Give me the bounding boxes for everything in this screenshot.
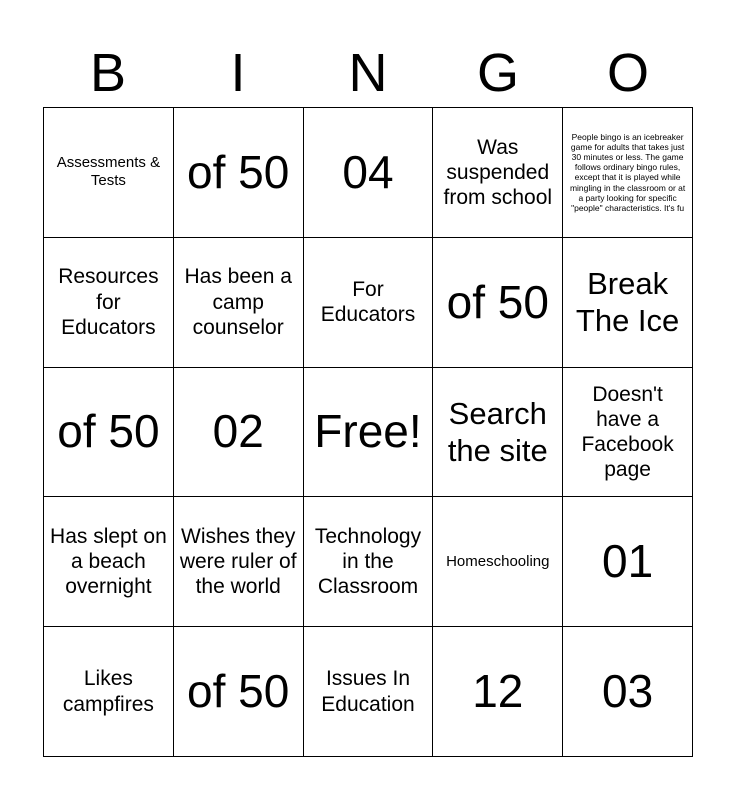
bingo-cell[interactable]: Has slept on a beach overnight [44, 497, 174, 627]
bingo-cell[interactable]: 12 [433, 627, 563, 757]
bingo-cell[interactable]: 02 [174, 368, 304, 498]
bingo-cell[interactable]: Search the site [433, 368, 563, 498]
bingo-cell[interactable]: Break The Ice [563, 238, 693, 368]
bingo-cell[interactable]: Likes campfires [44, 627, 174, 757]
header-letter-g: G [476, 43, 519, 103]
bingo-cell[interactable]: Technology in the Classroom [304, 497, 434, 627]
free-space-cell[interactable]: Free! [304, 368, 434, 498]
header-letter-i: I [230, 43, 246, 103]
bingo-cell[interactable]: Assessments & Tests [44, 108, 174, 238]
bingo-cell[interactable]: 03 [563, 627, 693, 757]
header-letter-b: B [89, 43, 127, 103]
bingo-cell[interactable]: Doesn't have a Facebook page [563, 368, 693, 498]
bingo-cell[interactable]: of 50 [174, 627, 304, 757]
bingo-cell[interactable]: People bingo is an icebreaker game for adults that takes just 30 minutes or less. The game follows ordinary bingo rules, except that it is played while mingling in the classroom or at a party looking for specific "people" characteristics. It's fu [563, 108, 693, 238]
bingo-cell[interactable]: of 50 [174, 108, 304, 238]
bingo-cell[interactable]: Resources for Educators [44, 238, 174, 368]
bingo-cell[interactable]: For Educators [304, 238, 434, 368]
bingo-cell[interactable]: of 50 [44, 368, 174, 498]
header-letter-o: O [606, 43, 649, 103]
bingo-cell[interactable]: 04 [304, 108, 434, 238]
bingo-cell[interactable]: Wishes they were ruler of the world [174, 497, 304, 627]
bingo-cell[interactable]: Was suspended from school [433, 108, 563, 238]
bingo-cell[interactable]: of 50 [433, 238, 563, 368]
bingo-cell[interactable]: Issues In Education [304, 627, 434, 757]
bingo-cell[interactable]: Has been a camp counselor [174, 238, 304, 368]
bingo-cell[interactable]: 01 [563, 497, 693, 627]
bingo-card-grid [43, 107, 693, 757]
bingo-header [43, 40, 693, 106]
header-letter-n: N [348, 43, 388, 103]
bingo-cell[interactable]: Homeschooling [433, 497, 563, 627]
